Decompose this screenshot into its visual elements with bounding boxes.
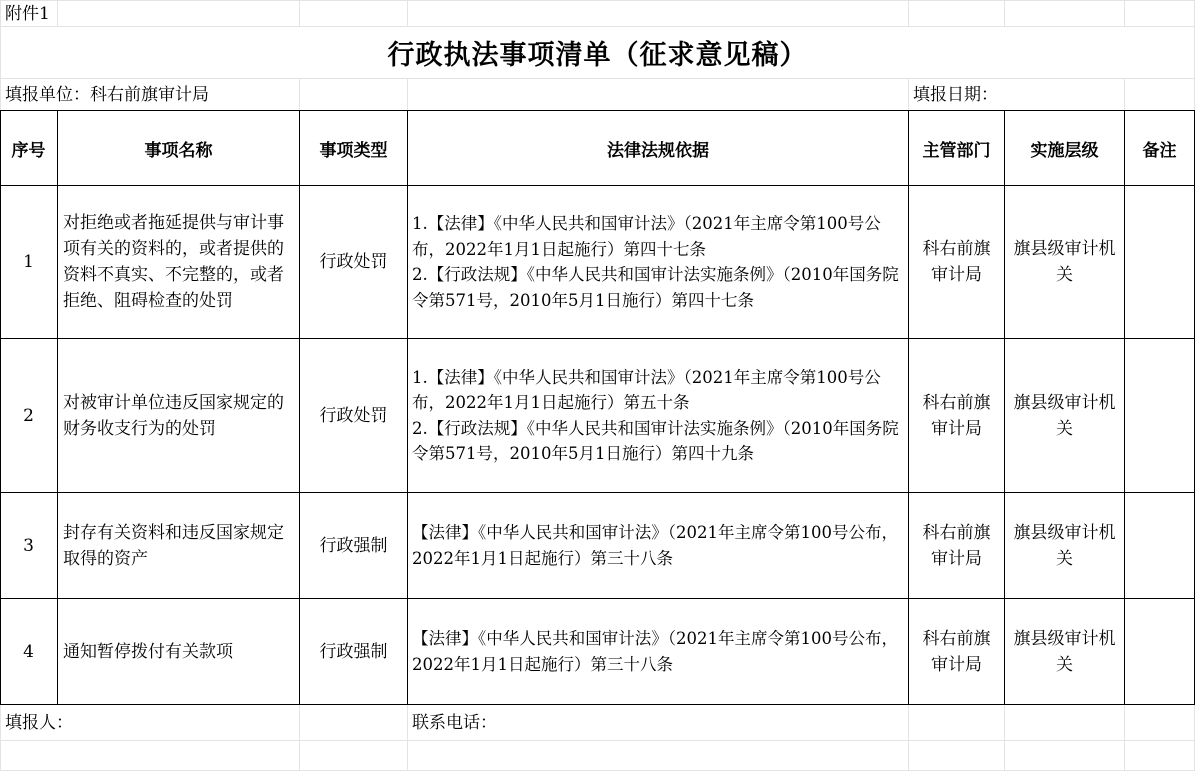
row-3-item-type: 行政强制	[319, 535, 388, 556]
row-1-remark	[1125, 186, 1194, 338]
header-legal-basis: 法律法规依据	[607, 140, 709, 161]
row-4-seq: 4	[23, 641, 34, 662]
header-item-type: 事项类型	[319, 140, 388, 161]
row-4-legal-basis: 【法律】《中华人民共和国审计法》（2021年主席令第100号公布，2022年1月1日起施行）第三十八条	[412, 629, 898, 674]
row-3-seq: 3	[23, 535, 34, 556]
row-4-item-type: 行政强制	[319, 641, 388, 662]
gridline	[0, 740, 1195, 741]
attachment-label: 附件1	[5, 3, 50, 24]
row-2-legal-basis: 1.【法律】《中华人民共和国审计法》（2021年主席令第100号公布，2022年1月1日起施行）第五十条 2.【行政法规】《中华人民共和国审计法实施条例》（2010年国务院令第571号，2010年5月1日施行）第四十九条	[412, 367, 899, 463]
row-1-item-type: 行政处罚	[319, 252, 388, 272]
filler-label: 填报人：	[5, 713, 73, 733]
gridline	[299, 705, 300, 771]
phone-label: 联系电话：	[412, 713, 497, 733]
row-2-item-name: 对被审计单位违反国家规定的财务收支行为的处罚	[63, 392, 284, 439]
row-3-item-name: 封存有关资料和违反国家规定取得的资产	[63, 522, 284, 569]
row-2-remark	[1125, 339, 1194, 492]
row-2-level: 旗县级审计机关	[1013, 392, 1116, 439]
row-4-item-name: 通知暂停拨付有关款项	[63, 641, 233, 662]
gridline	[1124, 705, 1125, 771]
row-4-department: 科右前旗审计局	[922, 628, 991, 675]
enforcement-items-table	[0, 110, 1195, 705]
header-item-name: 事项名称	[144, 140, 213, 161]
page-title: 行政执法事项清单（征求意见稿）	[387, 40, 808, 71]
report-date-label: 填报日期：	[913, 84, 998, 105]
row-1-level: 旗县级审计机关	[1013, 239, 1116, 285]
row-3-level: 旗县级审计机关	[1013, 522, 1116, 569]
header-seq: 序号	[11, 140, 46, 161]
gridline	[57, 0, 58, 26]
row-2-department: 科右前旗审计局	[922, 392, 991, 439]
gridline	[908, 0, 909, 26]
row-4-level: 旗县级审计机关	[1013, 628, 1116, 675]
gridline	[0, 0, 1195, 1]
gridline	[908, 705, 909, 771]
header-level: 实施层级	[1030, 140, 1099, 161]
header-department: 主管部门	[922, 140, 991, 161]
row-3-remark	[1125, 493, 1194, 598]
header-remark: 备注	[1142, 140, 1177, 161]
gridline	[407, 705, 408, 771]
row-1-seq: 1	[23, 252, 34, 272]
row-1-item-name: 对拒绝或者拖延提供与审计事项有关的资料的，或者提供的资料不真实、不完整的，或者拒绝、阻碍检查的处罚	[63, 213, 284, 311]
row-2-seq: 2	[23, 405, 34, 426]
gridline	[1004, 0, 1005, 26]
gridline	[908, 78, 909, 110]
gridline	[299, 78, 300, 110]
report-unit-label: 填报单位：科右前旗审计局	[5, 84, 209, 105]
gridline	[407, 78, 408, 110]
table-border	[0, 704, 1195, 705]
row-1-department: 科右前旗审计局	[922, 239, 991, 285]
row-2-item-type: 行政处罚	[319, 405, 388, 426]
gridline	[1124, 0, 1125, 26]
gridline	[407, 0, 408, 26]
row-1-legal-basis: 1.【法律】《中华人民共和国审计法》（2021年主席令第100号公布，2022年1月1日起施行）第四十七条 2.【行政法规】《中华人民共和国审计法实施条例》（2010年国务院令第571号，2010年5月1日施行）第四十七条	[412, 214, 899, 310]
row-3-department: 科右前旗审计局	[922, 522, 991, 569]
gridline	[299, 0, 300, 26]
gridline	[1004, 705, 1005, 771]
row-3-legal-basis: 【法律】《中华人民共和国审计法》（2021年主席令第100号公布，2022年1月1日起施行）第三十八条	[412, 523, 898, 568]
row-4-remark	[1125, 599, 1194, 704]
gridline	[1124, 78, 1125, 110]
